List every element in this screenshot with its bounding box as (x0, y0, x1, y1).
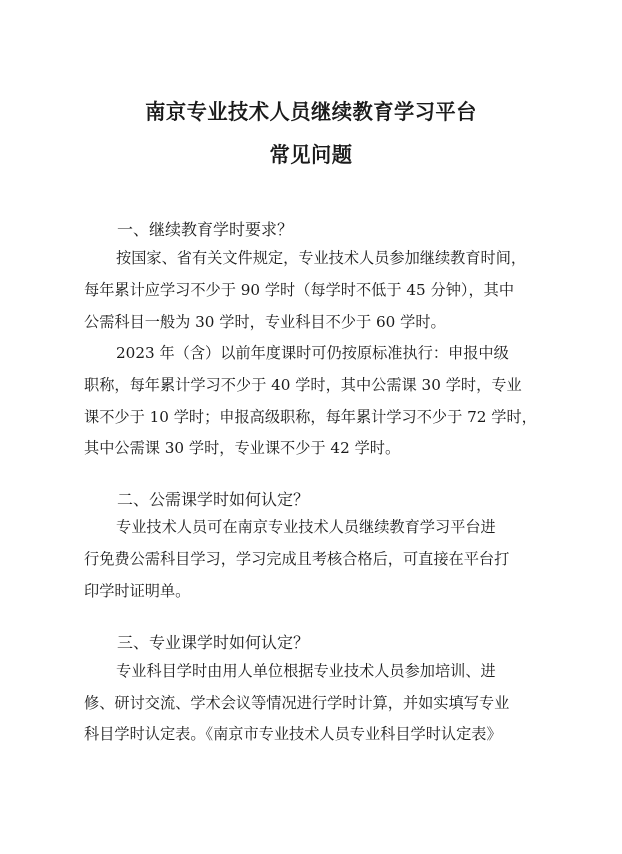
document-title: 南京专业技术人员继续教育学习平台 (145, 99, 477, 124)
section-3-line-3: 科目学时认定表。《南京市专业技术人员专业科目学时认定表》 (84, 725, 502, 743)
section-heading-3: 三、专业课学时如何认定？ (117, 633, 310, 652)
section-1-line-3: 公需科目一般为 30 学时，专业科目不少于 60 学时。 (84, 313, 446, 331)
section-3-line-1: 专业科目学时由用人单位根据专业技术人员参加培训、进 (116, 662, 496, 680)
section-1-line-1: 按国家、省有关文件规定，专业技术人员参加继续教育时间， (116, 249, 527, 267)
section-heading-2: 二、公需课学时如何认定？ (117, 490, 310, 509)
section-1-line-7: 其中公需课 30 学时，专业课不少于 42 学时。 (84, 439, 401, 457)
section-2-line-1: 专业技术人员可在南京专业技术人员继续教育学习平台进 (116, 518, 496, 536)
section-1-line-4: 2023 年（含）以前年度课时可仍按原标准执行：申报中级 (116, 344, 509, 362)
section-1-line-2: 每年累计应学习不少于 90 学时（每学时不低于 45 分钟），其中 (84, 281, 515, 299)
section-2-line-3: 印学时证明单。 (84, 582, 191, 600)
section-1-line-5: 职称，每年累计学习不少于 40 学时，其中公需课 30 学时，专业 (84, 376, 522, 394)
section-3-line-2: 修、研讨交流、学术会议等情况进行学时计算，并如实填写专业 (84, 694, 510, 712)
section-1-line-6: 课不少于 10 学时；申报高级职称，每年累计学习不少于 72 学时， (84, 408, 537, 426)
section-heading-1: 一、继续教育学时要求？ (117, 220, 294, 239)
section-2-line-2: 行免费公需科目学习，学习完成且考核合格后，可直接在平台打 (84, 550, 510, 568)
document-subtitle: 常见问题 (269, 142, 353, 167)
